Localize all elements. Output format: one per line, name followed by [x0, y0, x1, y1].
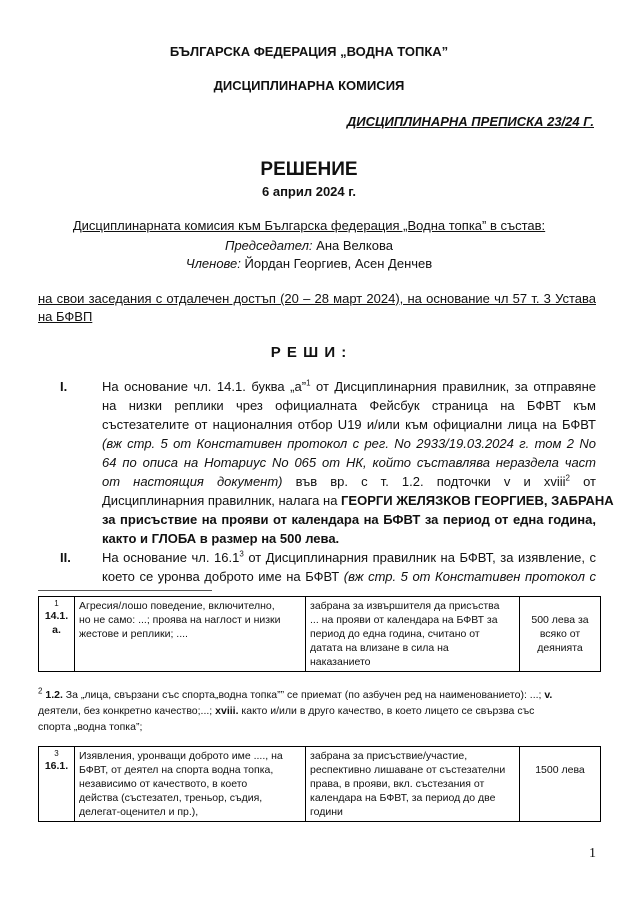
table-cell-fine: 500 лева за всяко от деянията — [520, 597, 601, 672]
members-line — [0, 256, 618, 271]
chair-line — [0, 238, 618, 253]
table-cell-article: 1 14.1. а. — [39, 597, 75, 672]
table-row — [39, 597, 601, 672]
members-label: Членове: — [185, 256, 241, 271]
federation-title: БЪЛГАРСКА ФЕДЕРАЦИЯ „ВОДНА ТОПКА” — [169, 44, 449, 59]
footnote-separator — [38, 590, 212, 591]
chair-label: Председател: — [225, 238, 313, 253]
item-numeral-i: I. — [60, 379, 68, 394]
table-cell-article: 3 16.1. — [39, 747, 75, 822]
case-number: ДИСЦИПЛИНАРНА ПРЕПИСКА 23/24 Г. — [346, 114, 594, 129]
footnote-2-line-2: деятели, без конкретно качество;...; xviii. както и/или в друго качество, в което лицето се свързва със — [38, 705, 535, 717]
footnote-1-table — [38, 596, 601, 672]
item-i-line-6: от настоящия документ) във вр. с т. 1.2. подточки v и xviii$^2$ от — [102, 473, 596, 489]
session-line-2: на БФВП — [38, 309, 93, 324]
members-names: Йордан Георгиев, Асен Денчев — [240, 256, 433, 271]
decision-date: 6 април 2024 г. — [262, 184, 356, 199]
item-ii-line-2: което се уронва доброто име на БФВТ (вж стр. 5 от Констативен протокол с — [102, 569, 596, 584]
item-i-line-8: за присъствие на прояви от календара на БФВТ за период от една година, — [102, 512, 596, 527]
commission-title: ДИСЦИПЛИНАРНА КОМИСИЯ — [213, 78, 405, 93]
table-cell-sanction: забрана за присъствие/участие, респективно лишаване от състезателни права, в прояви, вкл. състезания от календара на БФВТ, за период до две години — [306, 747, 520, 822]
resolved-heading: Р Е Ш И : — [270, 344, 348, 361]
footnote-2-line-1: $^2$ 1.2. За „лица, свързани със спорта„водна топка”” се приемат (по азбучен ред на наименованието): ...; v. — [38, 686, 553, 701]
page-number: 1 — [589, 846, 596, 861]
decision-title: РЕШЕНИЕ — [260, 159, 358, 180]
table-cell-fine: 1500 лева — [520, 747, 601, 822]
composition-intro: Дисциплинарната комисия към Българска федерация „Водна топка” в състав: — [72, 218, 546, 233]
item-i-line-4: (вж стр. 5 от Констативен протокол с рег. No 2933/19.03.2024 г. том 2 No — [102, 436, 596, 451]
item-i-line-1: На основание чл. 14.1. буква „а”$^1$ от Дисциплинарния правилник, за отправяне — [102, 378, 597, 394]
footnote-2-line-3: спорта „водна топка”; — [38, 721, 143, 733]
table-row — [39, 747, 601, 822]
item-i-line-3: състезателите от националния отбор U19 и/или към официални лица на БФВТ — [102, 417, 596, 432]
item-i-line-2: на низки реплики чрез официалната Фейсбук страница на БФВТ към — [102, 398, 596, 413]
footnote-3-table — [38, 746, 601, 822]
table-cell-description: Агресия/лошо поведение, включително, но не само: ...; проява на наглост и низки жестове и реплики; .... — [75, 597, 306, 672]
item-i-line-7: Дисциплинарния правилник, налага на ГЕОРГИ ЖЕЛЯЗКОВ ГЕОРГИЕВ, ЗАБРАНА — [102, 493, 614, 508]
item-i-line-9: както и ГЛОБА в размер на 500 лева. — [102, 531, 340, 546]
session-line-1: на свои заседания с отдалечен достъп (20 – 28 март 2024), на основание чл 57 т. 3 Устава — [38, 291, 596, 306]
table-cell-description: Изявления, уронващи доброто име ...., на БФВТ, от деятел на спорта водна топка, независимо от качеството, в което действа (състезател, треньор, съдия, делегат-оценител и пр.), — [75, 747, 306, 822]
item-numeral-ii: II. — [60, 550, 71, 565]
table-cell-sanction: забрана за извършителя да присъства ... на прояви от календара на БФВТ за период до една година, считано от датата на влизане в сила на наказанието — [306, 597, 520, 672]
item-ii-line-1: На основание чл. 16.1$^3$ от Дисциплинарния правилник на БФВТ, за изявление, с — [102, 549, 596, 565]
item-i-line-5: 64 по описа на Нотариус No 065 от НК, който съставлява нераздела част — [102, 455, 596, 470]
chair-name: Ана Велкова — [312, 238, 393, 253]
